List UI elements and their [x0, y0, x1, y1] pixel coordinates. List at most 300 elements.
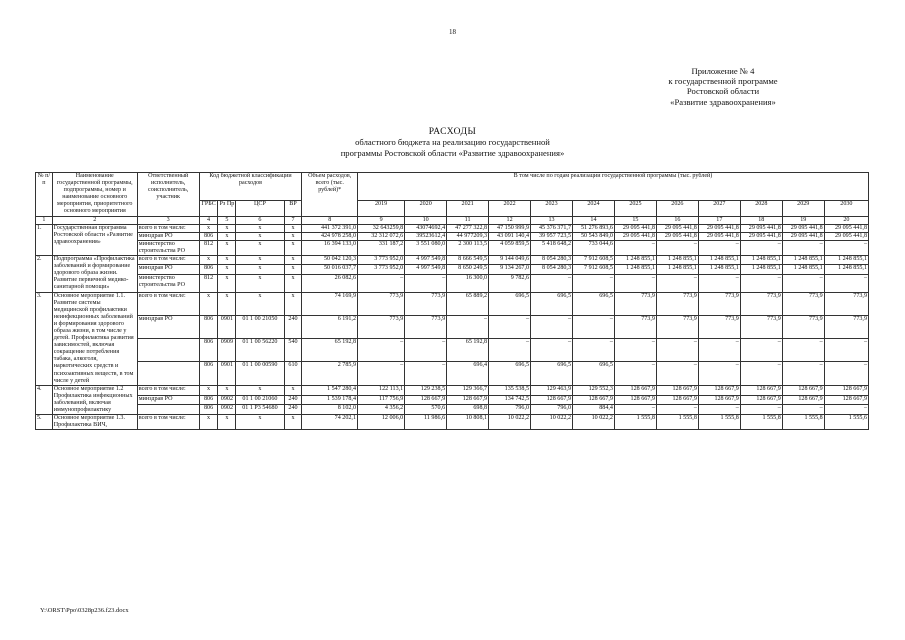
year-value-cell: 128 667,9 [740, 395, 782, 405]
header-csr: ЦСР [236, 201, 284, 216]
executor-cell [137, 362, 199, 385]
appendix-line-3: Ростовской области [686, 86, 760, 97]
year-value-cell: 1 555,8 [698, 415, 740, 430]
column-number: 8 [302, 216, 358, 224]
year-value-cell: 29 095 441,8 [782, 224, 824, 232]
column-number: 20 [824, 216, 868, 224]
year-value-cell: 1 555,8 [656, 415, 698, 430]
year-value-cell: 29 095 441,8 [740, 232, 782, 240]
grbs-cell: 806 [199, 405, 218, 415]
year-value-cell: – [824, 339, 868, 362]
year-value-cell: 50 543 849,0 [573, 232, 615, 240]
year-value-cell: – [782, 274, 824, 292]
total-cell: 2 785,9 [302, 362, 358, 385]
section-number: 3. [36, 292, 53, 385]
total-cell: 50 042 120,3 [302, 256, 358, 265]
grbs-cell: x [199, 224, 218, 232]
header-year: 2023 [531, 201, 573, 216]
year-value-cell: 128 667,9 [782, 395, 824, 405]
section-number: 2. [36, 256, 53, 292]
vr-cell: x [284, 292, 302, 315]
year-value-cell: 3 773 952,0 [358, 265, 405, 274]
year-value-cell: – [740, 240, 782, 255]
header-year: 2026 [656, 201, 698, 216]
vr-cell: x [284, 240, 302, 255]
year-value-cell: 128 667,9 [656, 385, 698, 395]
csr-cell: 01 1 Р3 54680 [236, 405, 284, 415]
executor-cell: министерство строительства РО [137, 274, 199, 292]
year-value-cell: – [573, 339, 615, 362]
csr-cell: 01 1 00 21060 [236, 395, 284, 405]
year-value-cell: 128 667,9 [824, 385, 868, 395]
header-year: 2020 [405, 201, 447, 216]
table-row [36, 240, 869, 255]
year-value-cell: – [573, 315, 615, 338]
executor-cell: всего в том числе: [137, 224, 199, 232]
appendix-line-4: «Развитие здравоохранения» [670, 96, 776, 107]
column-number: 2 [52, 216, 137, 224]
title-line-2: областного бюджета на реализацию государственной [355, 137, 550, 148]
year-value-cell: 8 650 249,5 [447, 265, 489, 274]
year-value-cell: 1 555,8 [740, 415, 782, 430]
vr-cell: x [284, 265, 302, 274]
grbs-cell: 812 [199, 240, 218, 255]
year-value-cell: 773,9 [614, 292, 656, 315]
year-value-cell: 884,4 [573, 405, 615, 415]
total-cell: 6 191,2 [302, 315, 358, 338]
year-value-cell: – [698, 274, 740, 292]
year-value-cell: 128 667,9 [614, 385, 656, 395]
executor-cell: всего в том числе: [137, 292, 199, 315]
executor-cell: минздрав РО [137, 232, 199, 240]
header-year: 2027 [698, 201, 740, 216]
year-value-cell: – [740, 362, 782, 385]
year-value-cell: 773,9 [405, 292, 447, 315]
year-value-cell: 8 054 280,3 [531, 265, 573, 274]
table-row [36, 362, 869, 385]
total-cell: 74 202,1 [302, 415, 358, 430]
year-value-cell: 128 667,9 [782, 385, 824, 395]
grbs-cell: 806 [199, 362, 218, 385]
year-value-cell: 4 059 859,5 [489, 240, 531, 255]
year-value-cell: 128 667,9 [573, 395, 615, 405]
header-year: 2029 [782, 201, 824, 216]
year-value-cell: – [358, 339, 405, 362]
year-value-cell: 12 006,0 [358, 415, 405, 430]
year-value-cell: 11 986,6 [405, 415, 447, 430]
year-value-cell: – [531, 339, 573, 362]
grbs-cell: 806 [199, 315, 218, 338]
rzpr-cell: x [218, 224, 236, 232]
vr-cell: 540 [284, 339, 302, 362]
year-value-cell: 47 277 322,8 [447, 224, 489, 232]
year-value-cell: 10 022,2 [489, 415, 531, 430]
year-value-cell: 9 782,6 [489, 274, 531, 292]
rzpr-cell: 0902 [218, 405, 236, 415]
grbs-cell: 806 [199, 232, 218, 240]
csr-cell: x [236, 265, 284, 274]
grbs-cell: 806 [199, 395, 218, 405]
total-cell: 65 192,8 [302, 339, 358, 362]
year-value-cell: 29 095 441,8 [614, 232, 656, 240]
year-value-cell: – [614, 274, 656, 292]
vr-cell: x [284, 256, 302, 265]
column-number: 5 [218, 216, 236, 224]
year-value-cell: 29 095 441,8 [614, 224, 656, 232]
year-value-cell: – [573, 274, 615, 292]
total-cell: 1 539 178,4 [302, 395, 358, 405]
year-value-cell: 1 555,6 [824, 415, 868, 430]
year-value-cell: – [614, 339, 656, 362]
section-name: Государственная программа Ростовской области «Развитие здравоохранения» [52, 224, 137, 255]
year-value-cell: 3 773 952,0 [358, 256, 405, 265]
year-value-cell: 65 192,8 [447, 339, 489, 362]
year-value-cell: 43 091 140,4 [489, 232, 531, 240]
year-value-cell: – [740, 274, 782, 292]
column-number: 4 [199, 216, 218, 224]
year-value-cell: 773,9 [824, 292, 868, 315]
vr-cell: x [284, 232, 302, 240]
table-row [36, 256, 869, 265]
vr-cell: x [284, 415, 302, 430]
year-value-cell: – [656, 339, 698, 362]
rzpr-cell: 0901 [218, 362, 236, 385]
header-year: 2025 [614, 201, 656, 216]
year-value-cell: 696,4 [447, 362, 489, 385]
year-value-cell: – [447, 315, 489, 338]
executor-cell: всего в том числе: [137, 256, 199, 265]
rzpr-cell: x [218, 240, 236, 255]
rzpr-cell: x [218, 274, 236, 292]
table-row [36, 385, 869, 395]
year-value-cell: – [531, 315, 573, 338]
year-value-cell: 10 808,1 [447, 415, 489, 430]
year-value-cell: 1 248 855,1 [824, 265, 868, 274]
executor-cell: министерство строительства РО [137, 240, 199, 255]
section-name: Основное мероприятие 1.2 Профилактика инфекционных заболеваний, включая иммунопрофилактику [52, 385, 137, 414]
section-name: Основное мероприятие 1.1. Развитие системы медицинской профилактики неинфекционных заболеваний и формирования здорового образа жизни, в том числе у детей. Профилактика развития зависимостей, включая сокращение потребления табака, алкоголя, наркотических средств и психоактивных веществ, в том числе у детей [52, 292, 137, 385]
vr-cell: 240 [284, 395, 302, 405]
year-value-cell: 29 095 441,8 [656, 232, 698, 240]
executor-cell: минздрав РО [137, 395, 199, 405]
vr-cell: 610 [284, 362, 302, 385]
year-value-cell: 5 418 648,2 [531, 240, 573, 255]
year-value-cell: 696,5 [531, 362, 573, 385]
grbs-cell: 806 [199, 339, 218, 362]
year-value-cell: – [698, 240, 740, 255]
year-value-cell: 698,8 [447, 405, 489, 415]
csr-cell: x [236, 240, 284, 255]
year-value-cell: 796,0 [531, 405, 573, 415]
year-value-cell: 47 150 999,9 [489, 224, 531, 232]
section-number: 4. [36, 385, 53, 414]
rzpr-cell: x [218, 232, 236, 240]
table-row [36, 265, 869, 274]
csr-cell: 01 1 00 00590 [236, 362, 284, 385]
year-value-cell: 733 044,6 [573, 240, 615, 255]
year-value-cell: 773,9 [656, 315, 698, 338]
csr-cell: 01 1 00 56220 [236, 339, 284, 362]
table-row [36, 274, 869, 292]
year-value-cell: – [405, 274, 447, 292]
year-value-cell: – [656, 274, 698, 292]
year-value-cell: 10 022,2 [573, 415, 615, 430]
year-value-cell: – [824, 405, 868, 415]
year-value-cell: 9 144 049,6 [489, 256, 531, 265]
csr-cell: x [236, 415, 284, 430]
year-value-cell: 1 248 855,1 [698, 256, 740, 265]
column-number: 6 [236, 216, 284, 224]
year-value-cell: 134 742,5 [489, 395, 531, 405]
csr-cell: x [236, 385, 284, 395]
year-value-cell: 3 551 080,0 [405, 240, 447, 255]
header-year: 2030 [824, 201, 868, 216]
header-rzpr: Рз Пр [218, 201, 236, 216]
title-main: РАСХОДЫ [428, 127, 477, 137]
table-row [36, 415, 869, 430]
year-value-cell: 10 022,2 [531, 415, 573, 430]
year-value-cell: – [740, 339, 782, 362]
executor-cell: минздрав РО [137, 265, 199, 274]
header-row [36, 173, 869, 201]
csr-cell: x [236, 224, 284, 232]
header-year: 2028 [740, 201, 782, 216]
grbs-cell: 812 [199, 274, 218, 292]
year-value-cell: – [656, 362, 698, 385]
vr-cell: 240 [284, 315, 302, 338]
year-value-cell: 1 248 855,1 [614, 265, 656, 274]
column-number: 3 [137, 216, 199, 224]
year-value-cell: 43074692,4 [405, 224, 447, 232]
year-value-cell: 696,5 [573, 292, 615, 315]
year-value-cell: 8 054 280,3 [531, 256, 573, 265]
year-value-cell: 122 113,1 [358, 385, 405, 395]
total-cell: 50 016 037,7 [302, 265, 358, 274]
grbs-cell: x [199, 256, 218, 265]
year-value-cell: – [614, 362, 656, 385]
year-value-cell: 29 095 441,8 [824, 232, 868, 240]
year-value-cell: – [782, 362, 824, 385]
vr-cell: x [284, 385, 302, 395]
year-value-cell: 9 134 267,0 [489, 265, 531, 274]
year-value-cell: – [782, 405, 824, 415]
year-value-cell: – [531, 274, 573, 292]
year-value-cell: 4 997 549,8 [405, 265, 447, 274]
year-value-cell: 1 248 855,1 [656, 265, 698, 274]
column-number: 14 [573, 216, 615, 224]
header-year: 2022 [489, 201, 531, 216]
year-value-cell: 128 667,9 [824, 395, 868, 405]
year-value-cell: 1 248 855,1 [782, 256, 824, 265]
year-value-cell: – [698, 362, 740, 385]
year-value-cell: 7 912 608,5 [573, 265, 615, 274]
year-value-cell: – [698, 339, 740, 362]
column-number: 15 [614, 216, 656, 224]
year-value-cell: – [614, 405, 656, 415]
year-value-cell: 45 376 371,7 [531, 224, 573, 232]
year-value-cell: 773,9 [740, 292, 782, 315]
header-code-group: Код бюджетной классификации расходов [199, 173, 302, 201]
year-value-cell: 128 667,9 [531, 395, 573, 405]
year-value-cell: 773,9 [358, 292, 405, 315]
year-value-cell: 128 667,9 [405, 395, 447, 405]
year-value-cell: 129 463,9 [531, 385, 573, 395]
executor-cell: всего в том числе: [137, 415, 199, 430]
total-cell: 1 547 280,4 [302, 385, 358, 395]
table-row [36, 405, 869, 415]
page-number: 18 [449, 28, 456, 36]
year-value-cell: 29 095 441,8 [656, 224, 698, 232]
grbs-cell: 806 [199, 265, 218, 274]
year-value-cell: – [489, 339, 531, 362]
total-cell: 8 102,0 [302, 405, 358, 415]
column-number: 7 [284, 216, 302, 224]
year-value-cell: 696,5 [573, 362, 615, 385]
year-value-cell: 1 248 855,1 [782, 265, 824, 274]
title-line-3: программы Ростовской области «Развитие здравоохранения» [340, 147, 565, 158]
year-value-cell: – [698, 405, 740, 415]
column-number: 19 [782, 216, 824, 224]
csr-cell: x [236, 274, 284, 292]
year-value-cell: 773,9 [698, 315, 740, 338]
year-value-cell: 117 756,9 [358, 395, 405, 405]
year-value-cell: 773,9 [698, 292, 740, 315]
year-value-cell: 773,9 [740, 315, 782, 338]
year-value-cell: 8 666 549,5 [447, 256, 489, 265]
year-value-cell: – [824, 362, 868, 385]
year-value-cell: 29 095 441,8 [740, 224, 782, 232]
column-number: 12 [489, 216, 531, 224]
appendix-line-1: Приложение № 4 [691, 66, 755, 76]
year-value-cell: 129 552,3 [573, 385, 615, 395]
year-value-cell: 773,9 [782, 292, 824, 315]
year-value-cell: 128 667,9 [740, 385, 782, 395]
year-value-cell: 773,9 [656, 292, 698, 315]
section-number: 1. [36, 224, 53, 255]
header-vr: ВР [284, 201, 302, 216]
grbs-cell: x [199, 385, 218, 395]
year-value-cell: – [614, 240, 656, 255]
year-value-cell: 773,9 [358, 315, 405, 338]
year-value-cell: 65 889,2 [447, 292, 489, 315]
year-value-cell: 2 300 113,5 [447, 240, 489, 255]
year-value-cell: 29 095 441,8 [698, 232, 740, 240]
year-value-cell: 773,9 [614, 315, 656, 338]
expenses-table [35, 172, 869, 430]
file-path-footer: Y:\ORST\Ppo\0328p236.f23.docx [40, 607, 129, 614]
table-row [36, 315, 869, 338]
year-value-cell: 696,5 [531, 292, 573, 315]
section-name: Подпрограмма «Профилактика заболеваний и формирование здорового образа жизни. Развитие первичной медико-санитарной помощи» [52, 256, 137, 292]
column-number: 10 [405, 216, 447, 224]
executor-cell: всего в том числе: [137, 385, 199, 395]
year-value-cell: 1 248 855,1 [656, 256, 698, 265]
year-value-cell: 39 957 723,5 [531, 232, 573, 240]
grbs-cell: x [199, 415, 218, 430]
column-number: 9 [358, 216, 405, 224]
total-cell: 26 082,6 [302, 274, 358, 292]
section-name: Основное мероприятие 1.3. Профилактика ВИЧ, [52, 415, 137, 430]
table-row [36, 292, 869, 315]
year-value-cell: 39523612,4 [405, 232, 447, 240]
header-year: 2024 [573, 201, 615, 216]
year-value-cell: 773,9 [782, 315, 824, 338]
header-years-group: В том числе по годам реализации государственной программы (тыс. рублей) [358, 173, 869, 201]
document-title [0, 127, 905, 158]
year-value-cell: 32 643259,8 [358, 224, 405, 232]
header-volume: Объем расходов, всего (тыс. рублей)* [302, 173, 358, 217]
table-row [36, 232, 869, 240]
year-value-cell: 128 667,9 [656, 395, 698, 405]
table-row [36, 224, 869, 232]
year-value-cell: 128 667,9 [698, 385, 740, 395]
year-value-cell: – [740, 405, 782, 415]
year-value-cell: 570,6 [405, 405, 447, 415]
year-value-cell: 1 555,8 [614, 415, 656, 430]
rzpr-cell: x [218, 265, 236, 274]
csr-cell: x [236, 292, 284, 315]
vr-cell: 240 [284, 405, 302, 415]
year-value-cell: 1 248 855,1 [614, 256, 656, 265]
year-value-cell: 44 977209,3 [447, 232, 489, 240]
year-value-cell: 331 187,2 [358, 240, 405, 255]
total-cell: 74 169,9 [302, 292, 358, 315]
year-value-cell: 128 667,9 [698, 395, 740, 405]
csr-cell: 01 1 00 21050 [236, 315, 284, 338]
year-value-cell: – [405, 339, 447, 362]
column-numbers-row [36, 216, 869, 224]
appendix-header [603, 66, 843, 107]
year-value-cell: 51 276 893,6 [573, 224, 615, 232]
year-value-cell: 29 095 441,8 [824, 224, 868, 232]
total-cell: 424 978 258,0 [302, 232, 358, 240]
year-value-cell: – [358, 274, 405, 292]
table-row [36, 395, 869, 405]
year-value-cell: 32 312 072,6 [358, 232, 405, 240]
year-value-cell: 128 667,9 [447, 395, 489, 405]
year-value-cell: 1 248 855,1 [824, 256, 868, 265]
year-value-cell: 4 997 549,8 [405, 256, 447, 265]
executor-cell: минздрав РО [137, 315, 199, 338]
year-value-cell: 773,9 [824, 315, 868, 338]
year-value-cell: 796,0 [489, 405, 531, 415]
vr-cell: x [284, 224, 302, 232]
year-value-cell: 773,9 [405, 315, 447, 338]
csr-cell: x [236, 232, 284, 240]
total-cell: 441 372 391,0 [302, 224, 358, 232]
header-grbs: ГРБС [199, 201, 218, 216]
header-num: № п/п [36, 173, 53, 217]
year-value-cell: 135 538,5 [489, 385, 531, 395]
rzpr-cell: x [218, 385, 236, 395]
year-value-cell: 128 667,9 [614, 395, 656, 405]
total-cell: 16 394 133,0 [302, 240, 358, 255]
year-value-cell: – [656, 405, 698, 415]
rzpr-cell: x [218, 415, 236, 430]
table-row [36, 339, 869, 362]
vr-cell: x [284, 274, 302, 292]
executor-cell [137, 405, 199, 415]
header-executor: Ответственный исполнитель, соисполнитель, участник [137, 173, 199, 217]
column-number: 18 [740, 216, 782, 224]
column-number: 11 [447, 216, 489, 224]
rzpr-cell: 0901 [218, 315, 236, 338]
header-name: Наименование государственной программы, подпрограммы, номер и наименование основного мероприятия, приоритетного основного мероприятия [52, 173, 137, 217]
year-value-cell: – [824, 274, 868, 292]
year-value-cell: 7 912 608,5 [573, 256, 615, 265]
year-value-cell: 4 356,2 [358, 405, 405, 415]
year-value-cell: 696,5 [489, 292, 531, 315]
